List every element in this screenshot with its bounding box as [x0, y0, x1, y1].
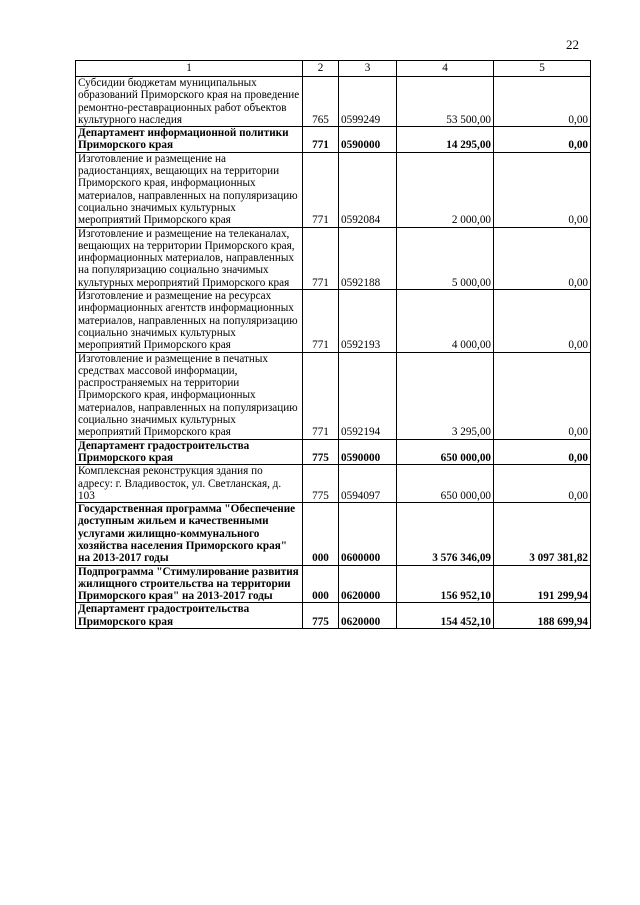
table-row — [76, 503, 591, 565]
row-target-code-cell: 0620000 — [339, 565, 397, 603]
row-amount-col5-cell: 191 299,94 — [494, 565, 591, 603]
table-row — [76, 227, 591, 289]
row-dept-code-cell: 765 — [303, 77, 339, 127]
budget-table — [75, 60, 591, 629]
row-amount-col5-cell: 0,00 — [494, 465, 591, 503]
row-amount-col4-cell: 4 000,00 — [397, 290, 494, 352]
row-name-cell: Изготовление и размещение в печатных средствах массовой информации, распространяемых на территории Приморского края, информационных материалов, направленных на популяризацию социально значимых культурных мероприятий Приморского края — [76, 352, 303, 439]
row-amount-col5-cell: 0,00 — [494, 352, 591, 439]
row-amount-col4-cell: 3 295,00 — [397, 352, 494, 439]
row-name-cell: Комплексная реконструкция здания по адресу: г. Владивосток, ул. Светланская, д. 103 — [76, 465, 303, 503]
row-name-cell: Субсидии бюджетам муниципальных образований Приморского края на проведение ремонтно-реставрационных работ объектов культурного наследия — [76, 77, 303, 127]
row-name-cell: Изготовление и размещение на телеканалах, вещающих на территории Приморского края, информационных материалов, направленных на популяризацию социально значимых культурных мероприятий Приморского края — [76, 227, 303, 289]
row-target-code-cell: 0620000 — [339, 603, 397, 629]
row-amount-col5-cell: 0,00 — [494, 439, 591, 465]
table-header-row — [76, 61, 591, 77]
header-col-4: 4 — [397, 61, 494, 77]
row-amount-col5-cell: 0,00 — [494, 290, 591, 352]
row-amount-col5-cell: 0,00 — [494, 227, 591, 289]
row-amount-col4-cell: 14 295,00 — [397, 127, 494, 153]
table-row — [76, 439, 591, 465]
row-dept-code-cell: 771 — [303, 227, 339, 289]
row-target-code-cell: 0592084 — [339, 152, 397, 227]
row-amount-col4-cell: 650 000,00 — [397, 465, 494, 503]
row-target-code-cell: 0592193 — [339, 290, 397, 352]
table-row — [76, 603, 591, 629]
row-dept-code-cell: 771 — [303, 152, 339, 227]
row-amount-col5-cell: 188 699,94 — [494, 603, 591, 629]
page-number: 22 — [566, 37, 579, 52]
table-row — [76, 352, 591, 439]
row-dept-code-cell: 775 — [303, 465, 339, 503]
table-row — [76, 465, 591, 503]
row-name-cell: Изготовление и размещение на ресурсах информационных агентств информационных материалов, направленных на популяризацию социально значимых культурных мероприятий Приморского края — [76, 290, 303, 352]
table-row — [76, 152, 591, 227]
row-amount-col4-cell: 650 000,00 — [397, 439, 494, 465]
row-dept-code-cell: 775 — [303, 439, 339, 465]
table-row — [76, 77, 591, 127]
row-name-cell: Изготовление и размещение на радиостанциях, вещающих на территории Приморского края, информационных материалов, направленных на популяризацию социально значимых культурных мероприятий Приморского края — [76, 152, 303, 227]
row-name-cell: Подпрограмма "Стимулирование развития жилищного строительства на территории Приморского края" на 2013-2017 годы — [76, 565, 303, 603]
table-row — [76, 290, 591, 352]
row-amount-col4-cell: 2 000,00 — [397, 152, 494, 227]
row-amount-col4-cell: 5 000,00 — [397, 227, 494, 289]
table-row — [76, 565, 591, 603]
header-col-3: 3 — [339, 61, 397, 77]
row-amount-col5-cell: 0,00 — [494, 77, 591, 127]
row-amount-col5-cell: 0,00 — [494, 127, 591, 153]
row-name-cell: Департамент информационной политики Приморского края — [76, 127, 303, 153]
row-amount-col4-cell: 154 452,10 — [397, 603, 494, 629]
table-row — [76, 127, 591, 153]
row-dept-code-cell: 775 — [303, 603, 339, 629]
row-dept-code-cell: 771 — [303, 352, 339, 439]
row-amount-col4-cell: 156 952,10 — [397, 565, 494, 603]
row-dept-code-cell: 771 — [303, 127, 339, 153]
row-name-cell: Государственная программа "Обеспечение доступным жильем и качественными услугами жилищно-коммунального хозяйства населения Приморского края" на 2013-2017 годы — [76, 503, 303, 565]
row-amount-col5-cell: 3 097 381,82 — [494, 503, 591, 565]
row-dept-code-cell: 000 — [303, 565, 339, 603]
row-target-code-cell: 0592188 — [339, 227, 397, 289]
row-target-code-cell: 0590000 — [339, 439, 397, 465]
row-dept-code-cell: 771 — [303, 290, 339, 352]
row-dept-code-cell: 000 — [303, 503, 339, 565]
budget-table-body — [76, 61, 591, 629]
header-col-1: 1 — [76, 61, 303, 77]
row-target-code-cell: 0599249 — [339, 77, 397, 127]
header-col-5: 5 — [494, 61, 591, 77]
row-amount-col4-cell: 3 576 346,09 — [397, 503, 494, 565]
row-target-code-cell: 0590000 — [339, 127, 397, 153]
row-target-code-cell: 0600000 — [339, 503, 397, 565]
row-target-code-cell: 0594097 — [339, 465, 397, 503]
row-name-cell: Департамент градостроительства Приморского края — [76, 603, 303, 629]
row-name-cell: Департамент градостроительства Приморского края — [76, 439, 303, 465]
header-col-2: 2 — [303, 61, 339, 77]
row-amount-col4-cell: 53 500,00 — [397, 77, 494, 127]
row-target-code-cell: 0592194 — [339, 352, 397, 439]
row-amount-col5-cell: 0,00 — [494, 152, 591, 227]
